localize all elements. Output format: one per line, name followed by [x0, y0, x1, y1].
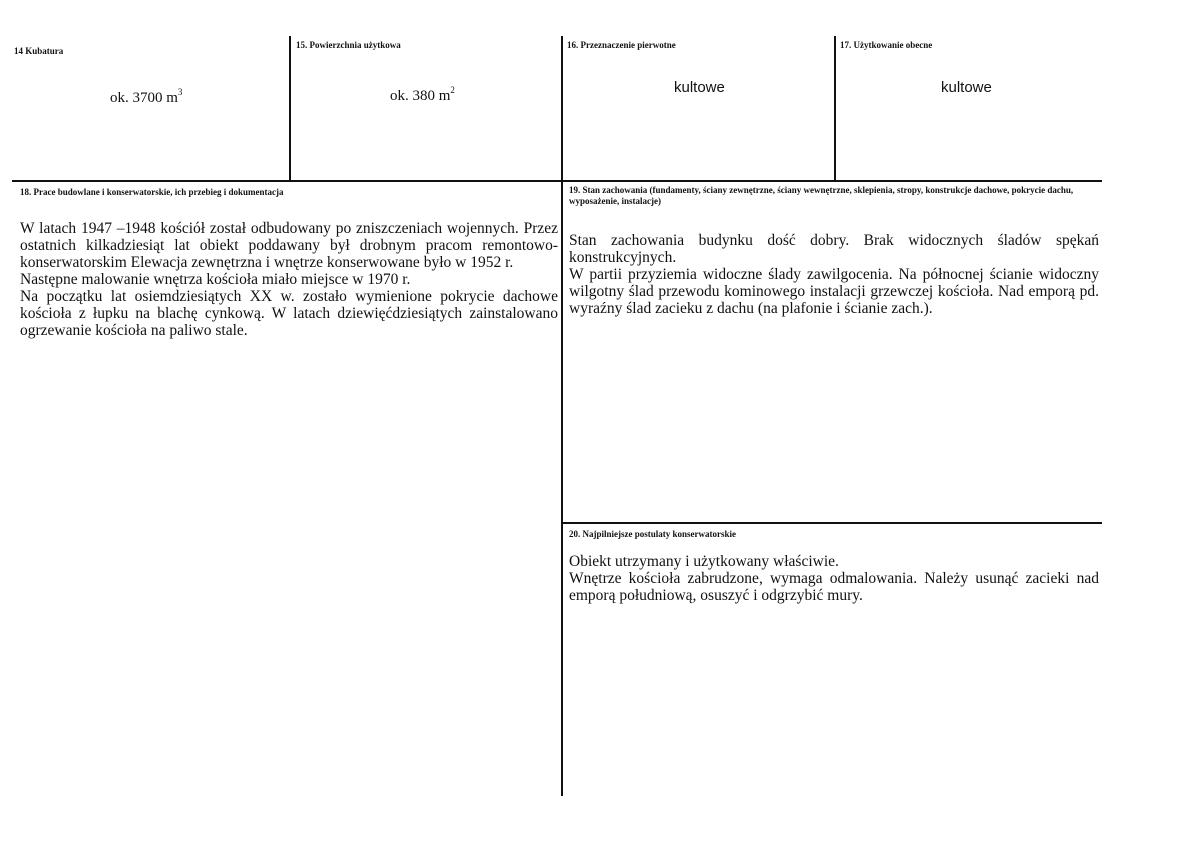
- powierzchnia-label: 15. Powierzchnia użytkowa: [296, 40, 401, 50]
- prace-label: 18. Prace budowlane i konserwatorskie, ich przebieg i dokumentacja: [20, 187, 284, 197]
- prace-paragraph-1: W latach 1947 –1948 kościół został odbudowany po zniszczeniach wojennych. Przez ostatnich kilkadziesiąt lat obiekt poddawany był drobnym pracom remontowo-konserwatorskim Elewacja zewnętrzna i wnętrze konserwowane było w 1952 r.: [20, 220, 558, 271]
- prace-text: [20, 220, 558, 339]
- divider-v-2: [561, 36, 563, 796]
- powierzchnia-value-text: ok. 380 m: [390, 88, 451, 104]
- postulaty-paragraph-1: Obiekt utrzymany i użytkowany właściwie.: [569, 553, 839, 570]
- postulaty-paragraph-2: Wnętrze kościoła zabrudzone, wymaga odmalowania. Należy usunąć zacieki nad emporą południową, osuszyć i odgrzybić mury.: [569, 570, 1099, 604]
- powierzchnia-unit-exponent: 2: [450, 85, 455, 95]
- uzytkowanie-value: kultowe: [941, 79, 992, 96]
- kubatura-unit-exponent: 3: [177, 87, 183, 97]
- divider-v-3: [834, 36, 836, 180]
- kubatura-value: [110, 87, 183, 107]
- uzytkowanie-label: 17. Użytkowanie obecne: [840, 40, 933, 50]
- stan-paragraph-1: Stan zachowania budynku dość dobry. Brak widocznych śladów spękań konstrukcyjnych.: [569, 232, 1099, 266]
- przeznaczenie-label: 16. Przeznaczenie pierwotne: [567, 40, 676, 50]
- divider-v-1: [289, 36, 291, 180]
- divider-h-2: [563, 522, 1102, 524]
- stan-paragraph-2: W partii przyziemia widoczne ślady zawilgocenia. Na północnej ścianie widoczny wilgotny ślad przewodu kominowego instalacji grzewczej kościoła. Nad emporą pd. wyraźny ślad zacieku z dachu (na plafonie i ścianie zach.).: [569, 266, 1099, 317]
- postulaty-text: [569, 553, 1099, 604]
- divider-h-1: [12, 180, 1102, 182]
- prace-paragraph-2: Następne malowanie wnętrza kościoła miało miejsce w 1970 r.: [20, 271, 411, 288]
- prace-paragraph-3: Na początku lat osiemdziesiątych XX w. zostało wymienione pokrycie dachowe kościoła z łupku na blachę cynkową. W latach dziewięćdziesiątych zainstalowano ogrzewanie kościoła na paliwo stale.: [20, 288, 558, 339]
- powierzchnia-value: [390, 85, 455, 105]
- postulaty-label: 20. Najpilniejsze postulaty konserwatorskie: [569, 529, 736, 539]
- stan-text: [569, 232, 1099, 317]
- kubatura-value-text: ok. 3700 m: [110, 90, 178, 106]
- kubatura-label: 14 Kubatura: [14, 46, 64, 56]
- stan-label: 19. Stan zachowania (fundamenty, ściany zewnętrzne, ściany wewnętrzne, sklepienia, stropy, konstrukcje dachowe, pokrycie dachu, wyposażenie, instalacje): [569, 185, 1074, 206]
- przeznaczenie-value: kultowe: [674, 79, 725, 96]
